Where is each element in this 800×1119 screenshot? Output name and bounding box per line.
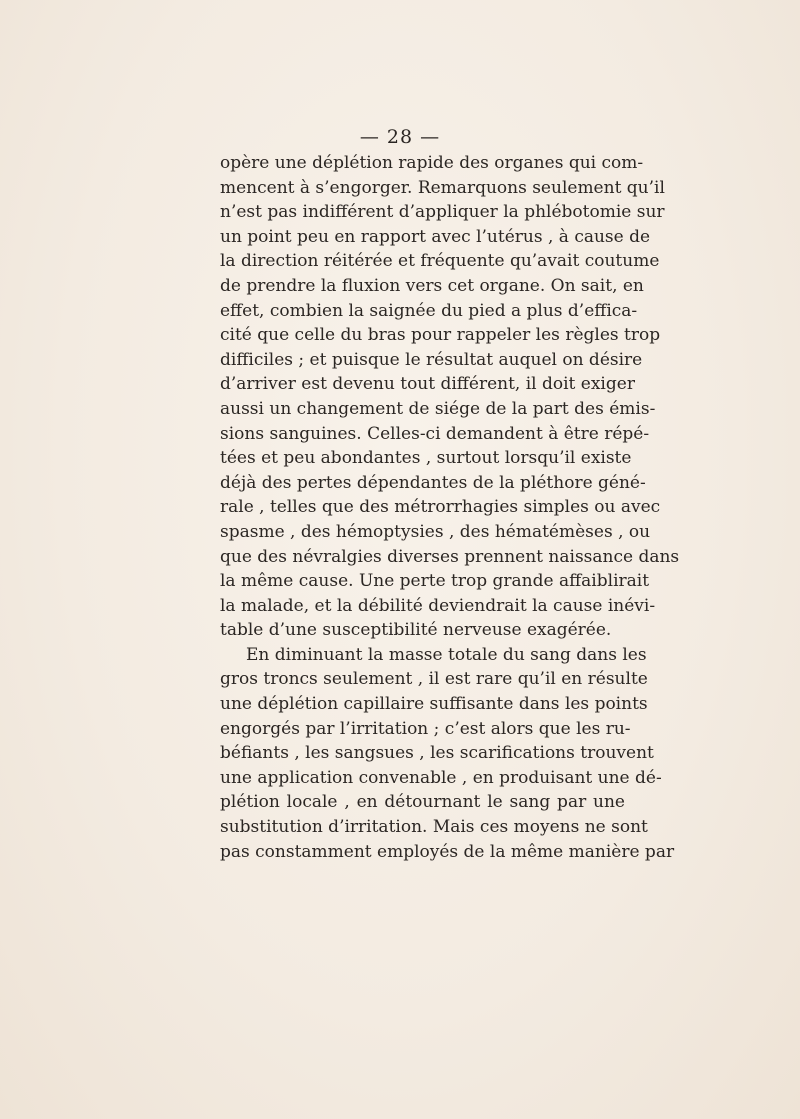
text-line: sions sanguines. Celles-ci demandent à être répé-	[220, 423, 650, 444]
text-line: la direction réitérée et fréquente qu’avait coutume	[220, 251, 660, 272]
text-line: d’arriver est devenu tout différent, il doit exiger	[220, 374, 635, 395]
body-text	[220, 151, 680, 864]
text-line: un point peu en rapport avec l’utérus , à cause de	[220, 226, 651, 247]
text-line: tées et peu abondantes , surtout lorsqu’il existe	[220, 448, 632, 469]
page-number: — 28 —	[359, 126, 441, 148]
text-line: une application convenable , en produisant une dé-	[220, 767, 662, 788]
text-line: difficiles ; et puisque le résultat auquel on désire	[220, 349, 643, 370]
text-line: plétion locale , en détournant le sang par une	[220, 792, 625, 813]
text-line: pas constamment employés de la même manière par	[220, 841, 675, 862]
text-line: de prendre la fluxion vers cet organe. On sait, en	[220, 275, 644, 296]
text-line: la malade, et la débilité deviendrait la cause inévi-	[220, 595, 656, 616]
text-line: une déplétion capillaire suffisante dans les points	[220, 694, 648, 715]
text-line: cité que celle du bras pour rappeler les règles trop	[220, 325, 661, 346]
paragraph-start-line: En diminuant la masse totale du sang dans les	[246, 644, 647, 665]
text-line: déjà des pertes dépendantes de la pléthore géné-	[220, 472, 646, 493]
text-line: béfiants , les sangsues , les scarifications trouvent	[220, 743, 654, 764]
paragraph-end-line: table d’une susceptibilité nerveuse exagérée.	[220, 620, 612, 641]
text-line: opère une déplétion rapide des organes qui com-	[220, 153, 644, 173]
text-line: spasme , des hémoptysies , des hématémèses , ou	[220, 521, 651, 542]
text-line: engorgés par l’irritation ; c’est alors que les ru-	[220, 718, 631, 739]
text-line: rale , telles que des métrorrhagies simples ou avec	[220, 497, 661, 518]
text-line: effet, combien la saignée du pied a plus d’effica-	[220, 300, 638, 321]
text-line: substitution d’irritation. Mais ces moyens ne sont	[220, 817, 648, 838]
text-line: aussi un changement de siége de la part des émis-	[220, 398, 656, 419]
text-line: n’est pas indifférent d’appliquer la phlébotomie sur	[220, 202, 665, 223]
text-line: que des névralgies diverses prennent naissance dans	[220, 546, 680, 567]
text-line: la même cause. Une perte trop grande affaiblirait	[220, 571, 650, 592]
text-line: gros troncs seulement , il est rare qu’il en résulte	[220, 669, 648, 690]
text-line: mencent à s’engorger. Remarquons seulement qu’il	[220, 177, 665, 198]
